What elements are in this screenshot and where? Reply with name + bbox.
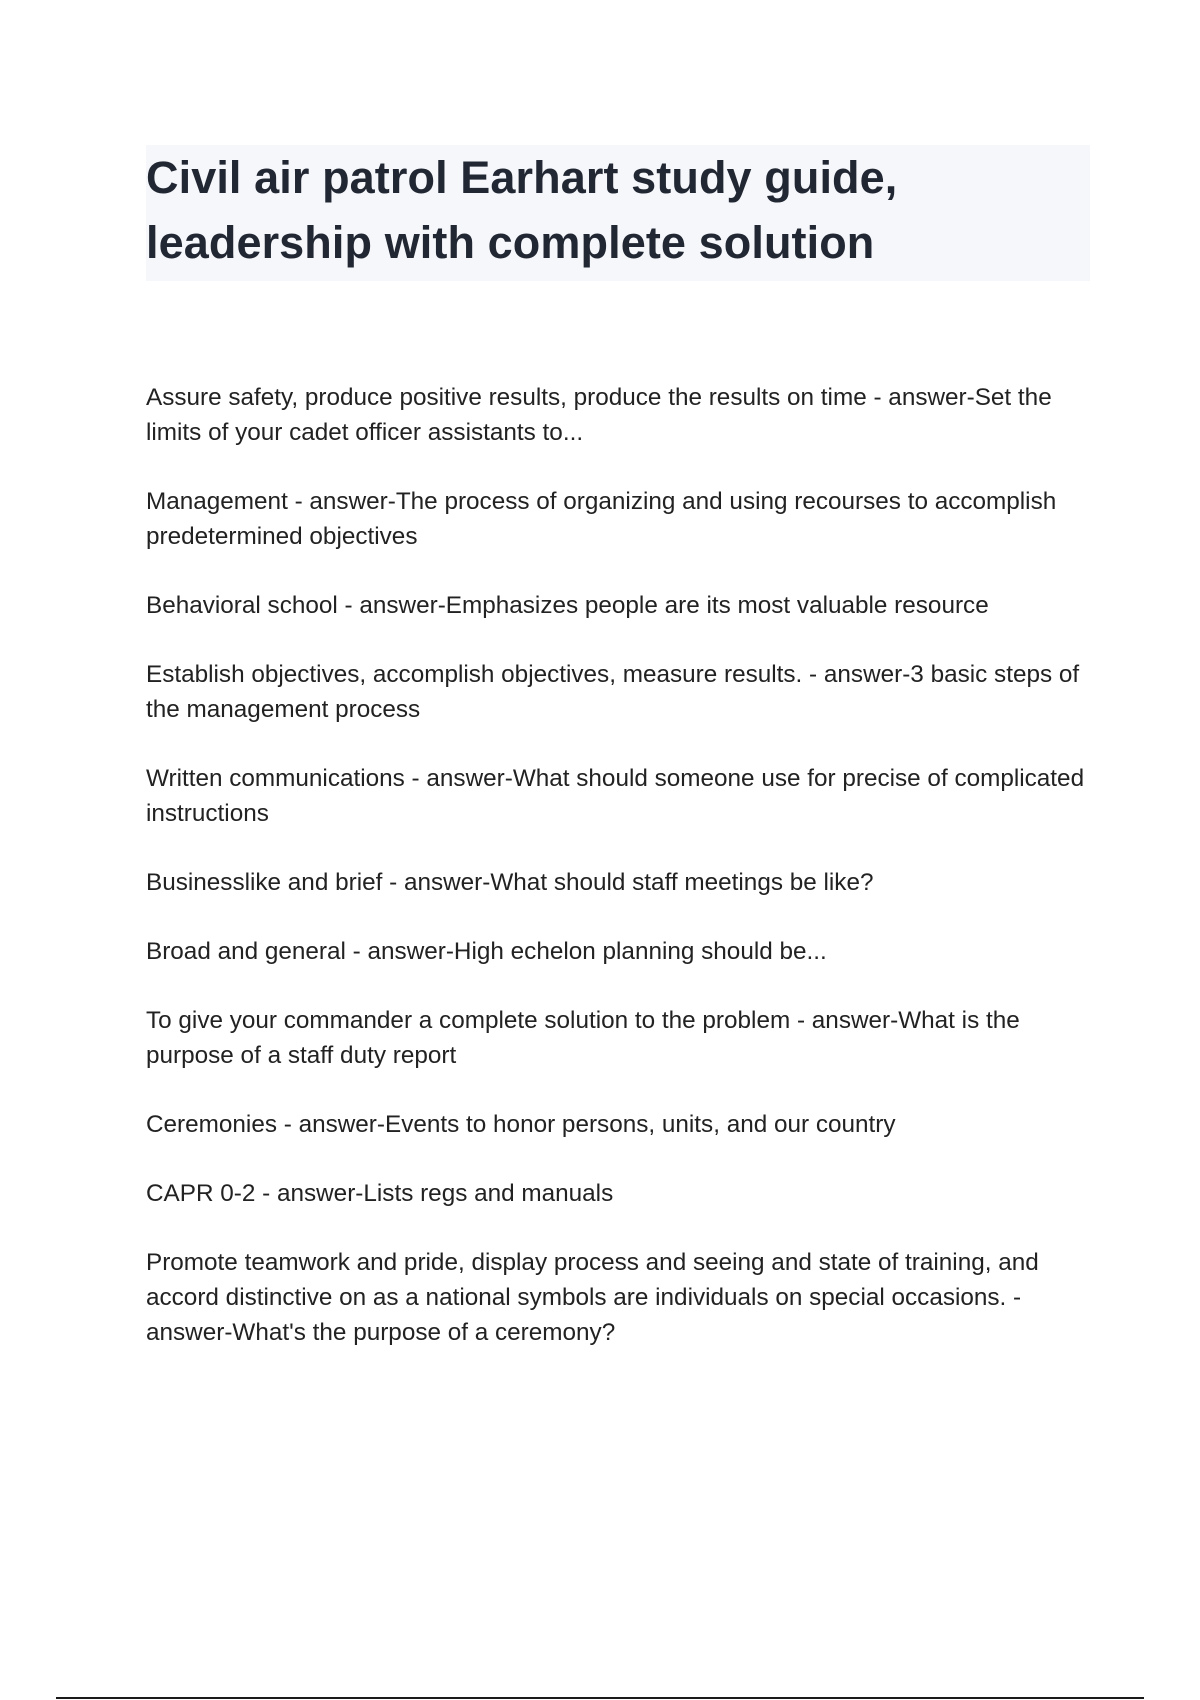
qa-item: Management - answer-The process of organizing and using recourses to accomplish predetermined objectives [146, 488, 1057, 550]
qa-item: Establish objectives, accomplish objectives, measure results. - answer-3 basic steps of the management process [146, 661, 1080, 723]
footer-divider [56, 1697, 1144, 1699]
qa-item: Broad and general - answer-High echelon planning should be... [146, 938, 827, 965]
qa-item: Written communications - answer-What should someone use for precise of complicated instructions [146, 765, 1085, 827]
qa-item: To give your commander a complete solution to the problem - answer-What is the purpose of a staff duty report [146, 1007, 1020, 1069]
qa-item: Assure safety, produce positive results, produce the results on time - answer-Set the limits of your cadet officer assistants to... [146, 384, 1052, 446]
page-title: Civil air patrol Earhart study guide, leadership with complete solution [146, 152, 898, 268]
qa-item: Ceremonies - answer-Events to honor persons, units, and our country [146, 1111, 896, 1138]
qa-item: Businesslike and brief - answer-What should staff meetings be like? [146, 869, 874, 896]
qa-item: Promote teamwork and pride, display process and seeing and state of training, and accord distinctive on as a national symbols are individuals on special occasions. - answer-What's the purpose of a ceremony? [146, 1249, 1039, 1346]
qa-item: Behavioral school - answer-Emphasizes people are its most valuable resource [146, 592, 989, 619]
title-banner [146, 145, 1090, 281]
qa-list [146, 380, 1106, 1384]
qa-item: CAPR 0-2 - answer-Lists regs and manuals [146, 1180, 614, 1207]
